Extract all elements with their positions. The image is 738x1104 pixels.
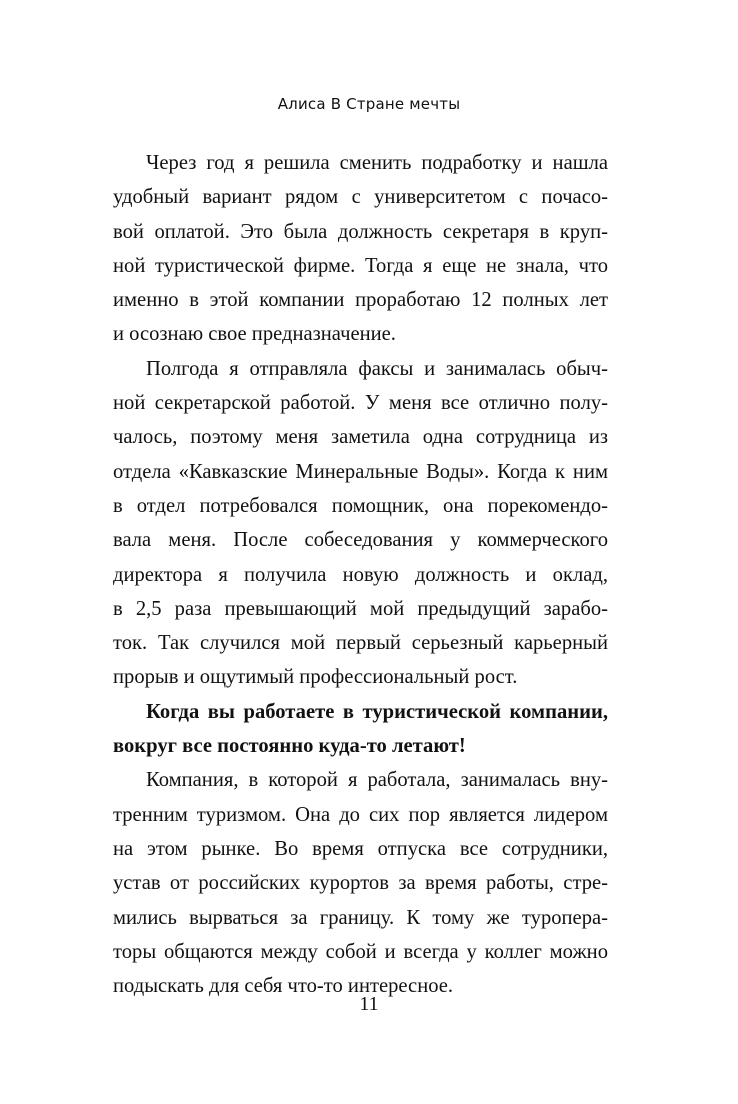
text-line: Компания, в которой я работала, занималась вну- bbox=[146, 769, 608, 792]
text-line: ток. Так случился мой первый серьезный карьерный bbox=[113, 632, 608, 655]
paragraph-1 bbox=[113, 146, 608, 352]
text-line: Через год я решила сменить подработку и нашла bbox=[146, 152, 608, 174]
bold-callout-paragraph bbox=[113, 695, 608, 764]
paragraph-2 bbox=[113, 352, 608, 695]
page-number: 11 bbox=[359, 993, 379, 1015]
text-line: Когда вы работаете в туристической компании, bbox=[146, 700, 608, 723]
text-line: вой оплатой. Это была должность секретаря в круп- bbox=[113, 220, 608, 243]
text-line: ной туристической фирме. Тогда я еще не знала, что bbox=[113, 254, 608, 277]
body-text bbox=[113, 146, 608, 1003]
text-line: чалось, поэтому меня заметила одна сотрудница из bbox=[113, 426, 608, 449]
text-line: вокруг все постоянно куда-то летают! bbox=[113, 735, 466, 758]
text-line: вала меня. После собеседования у коммерческого bbox=[113, 529, 608, 552]
text-line: отдела «Кавказские Минеральные Воды». Когда к ним bbox=[113, 460, 608, 483]
text-line: в 2,5 раза превышающий мой предыдущий зарабо- bbox=[113, 597, 608, 620]
text-line: и осознаю свое предназначение. bbox=[113, 323, 396, 346]
text-line: Полгода я отправляла факсы и занималась обыч- bbox=[146, 357, 608, 380]
text-line: именно в этой компании проработаю 12 полных лет bbox=[113, 289, 608, 312]
text-line: устав от российских курортов за время работы, стре- bbox=[113, 872, 608, 895]
text-line: подыскать для себя что-то интересное. bbox=[113, 975, 454, 998]
text-line: удобный вариант рядом с университетом с почасо- bbox=[113, 186, 608, 209]
text-line: директора я получила новую должность и оклад, bbox=[113, 563, 608, 586]
text-line: прорыв и ощутимый профессиональный рост. bbox=[113, 666, 518, 689]
text-line: торы общаются между собой и всегда у коллег можно bbox=[113, 940, 608, 963]
text-line: мились вырваться за границу. К тому же туропера- bbox=[113, 906, 608, 929]
text-line: ной секретарской работой. У меня все отлично полу- bbox=[113, 392, 608, 415]
text-line: на этом рынке. Во время отпуска все сотрудники, bbox=[113, 837, 608, 860]
text-line: в отдел потребовался помощник, она порекомендо- bbox=[113, 494, 608, 517]
running-head: Алиса В Стране мечты bbox=[277, 95, 461, 113]
paragraph-4 bbox=[113, 763, 608, 1003]
text-line: тренним туризмом. Она до сих пор является лидером bbox=[113, 803, 608, 826]
